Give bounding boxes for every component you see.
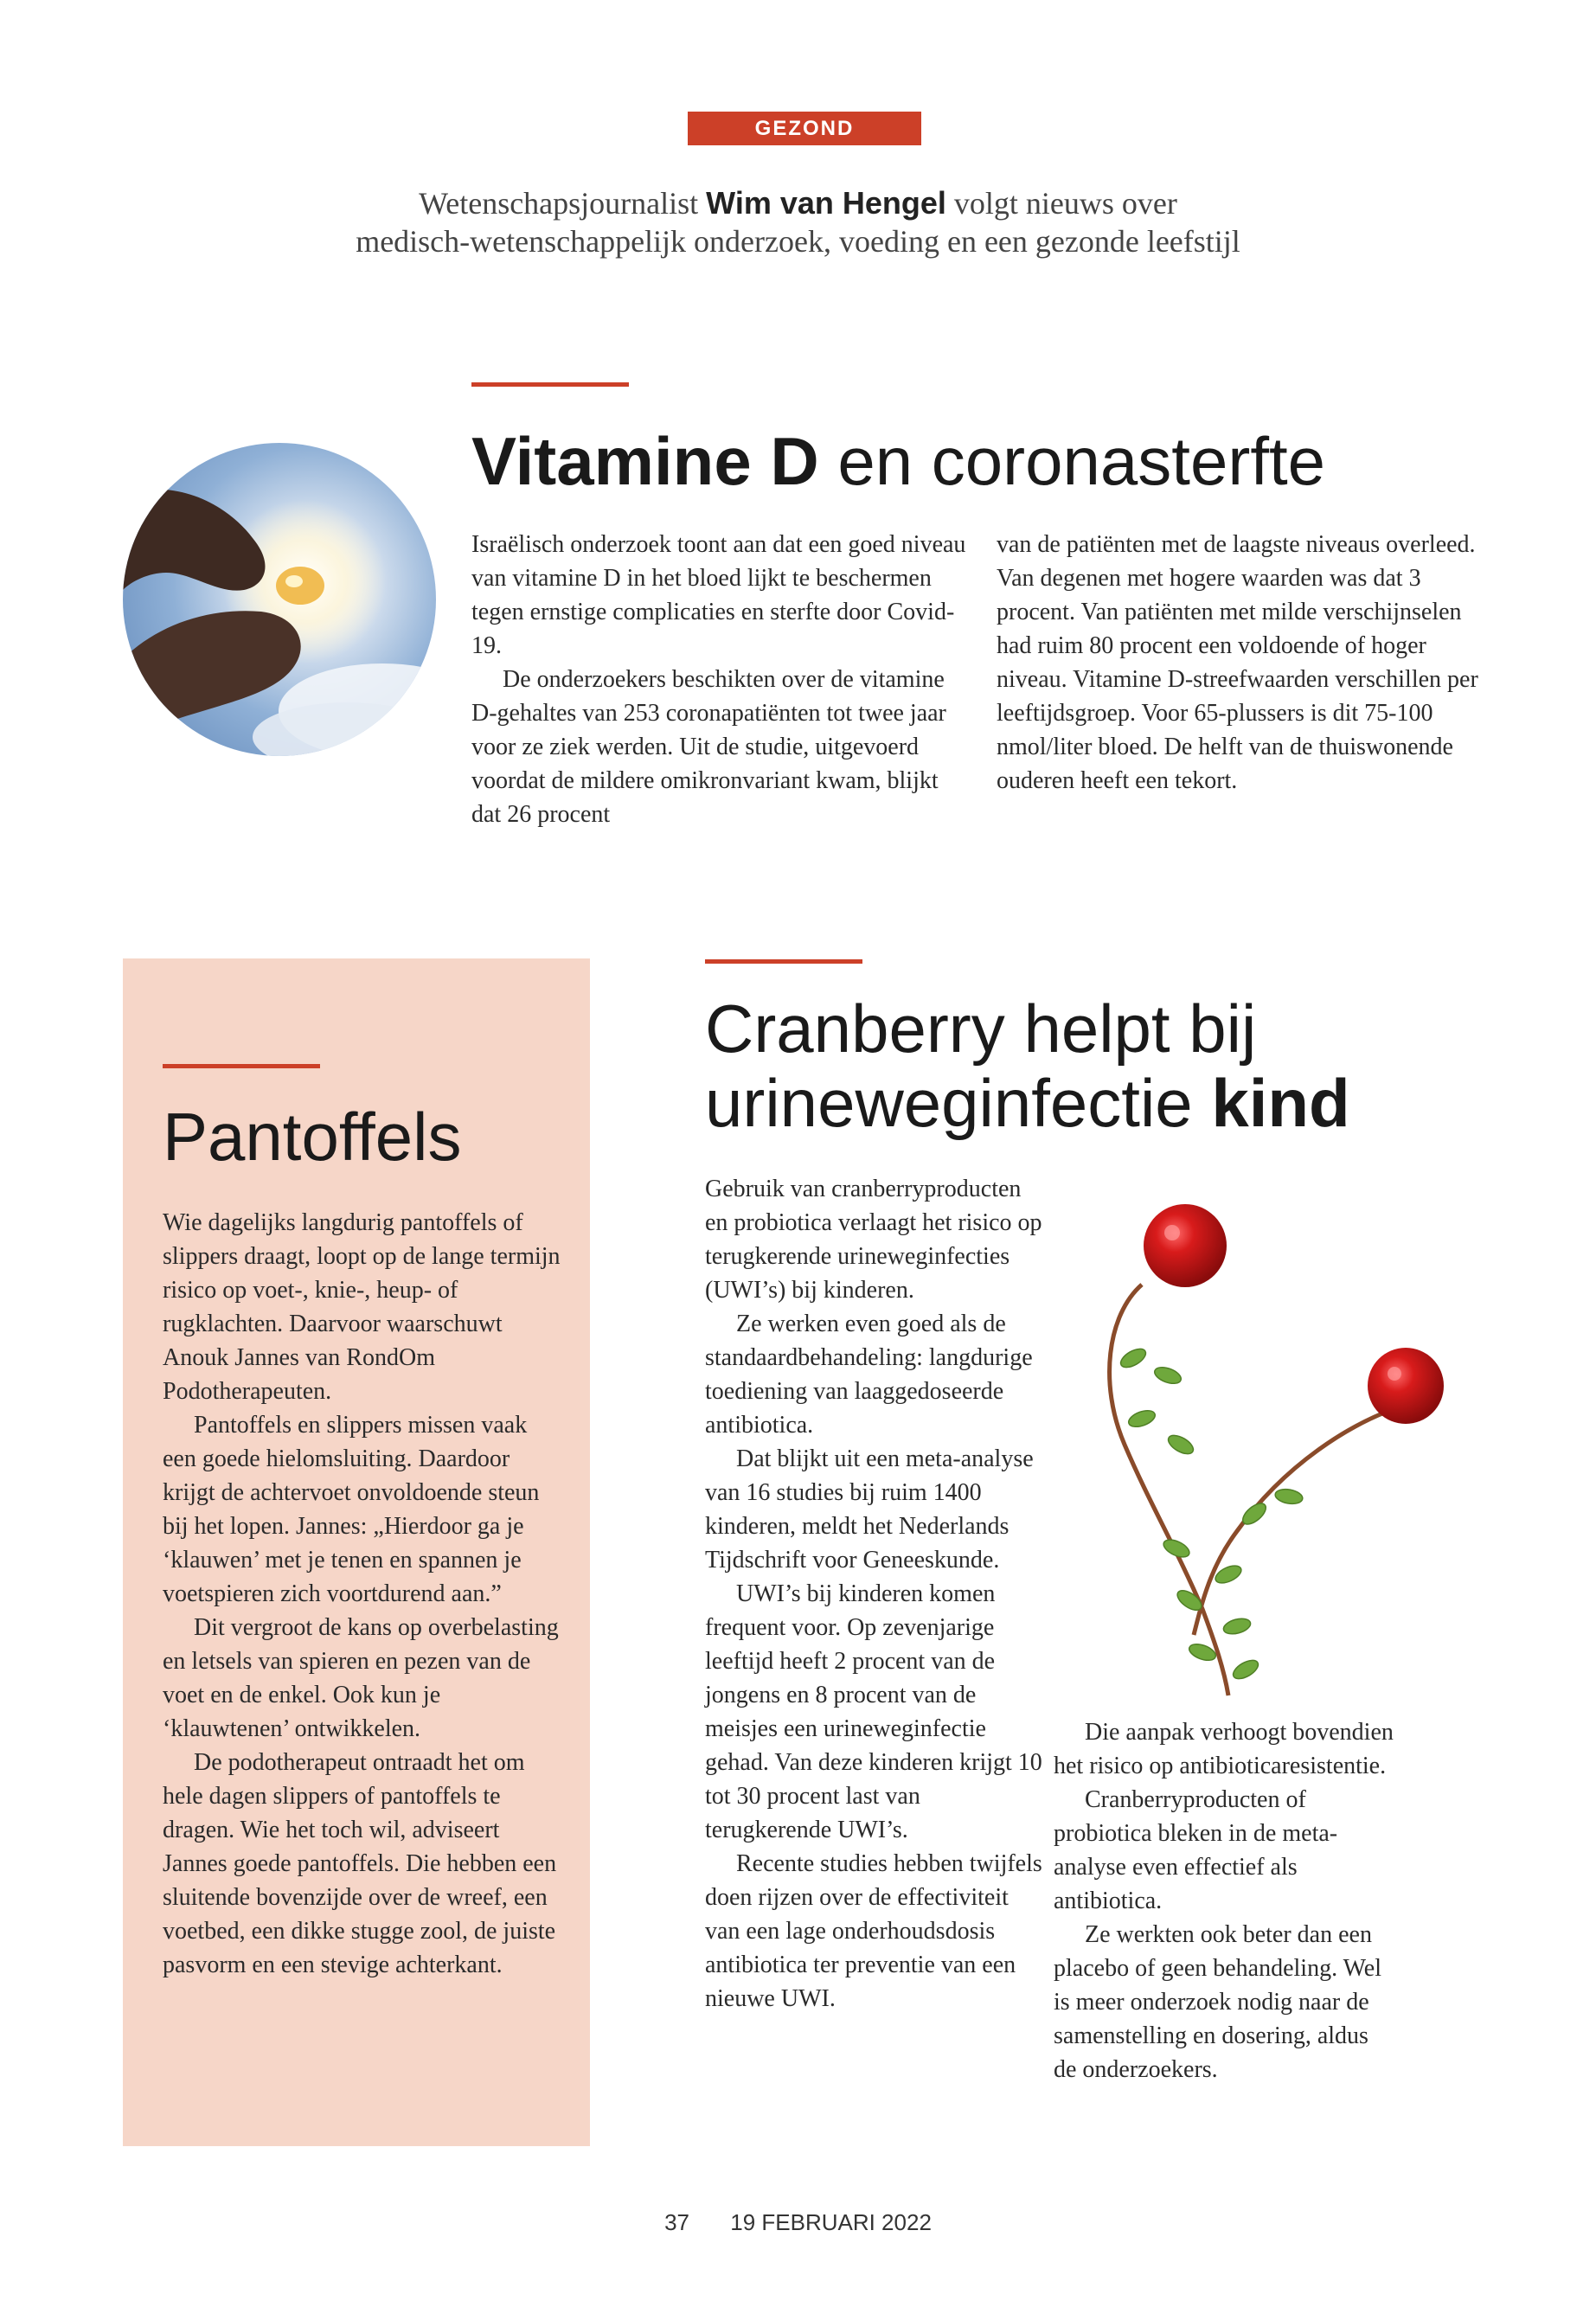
cranberry-paragraph: Cranberryproducten of probiotica bleken in de meta-analyse even effectief als antibiotica.	[1054, 1786, 1338, 1914]
cranberry-paragraph: Die aanpak verhoogt bovendien het risico op antibioticaresistentie.	[1054, 1719, 1394, 1779]
vitamine-column-1	[471, 528, 969, 831]
pantoffels-body	[163, 1206, 565, 1982]
intro-line2: medisch-wetenschappelijk onderzoek, voeding en een gezonde leefstijl	[356, 224, 1240, 259]
cranberry-title-line1: Cranberry helpt bij	[705, 990, 1257, 1067]
intro-text-post: volgt nieuws over	[945, 186, 1177, 221]
vitamine-title-bold: Vitamine D	[471, 423, 819, 499]
cranberry-title-rule	[705, 959, 862, 964]
vitamine-title-rest: en coronasterfte	[818, 423, 1326, 499]
vitamine-paragraph: De onderzoekers beschikten over de vitamine D-gehaltes van 253 coronapatiënten tot twee jaar voor ze ziek werden. Uit de studie, uitgevoerd voordat de mildere omikronvariant kwam, blijkt dat 26 procent	[471, 666, 946, 828]
cranberry-paragraph: UWI’s bij kinderen komen frequent voor. Op zevenjarige leeftijd heeft 2 procent van de jongens en 8 procent van de meisjes een urineweginfectie gehad. Van deze kinderen krijgt 10 tot 30 procent last van terugkerende UWI’s.	[705, 1580, 1042, 1843]
vitamine-paragraph: van de patiënten met de laagste niveaus overleed. Van degenen met hogere waarden was dat 3 procent. Van patiënten met milde verschijnselen had ruim 80 procent een voldoende of hoger niveau. Vitamine D-streefwaarden verschillen per leeftijdsgroep. Voor 65-plussers is dit 75-100 nmol/liter bloed. De helft van de thuiswonende ouderen heeft een tekort.	[997, 531, 1478, 794]
cranberry-paragraph: Recente studies hebben twijfels doen rijzen over de effectiviteit van een lage onderhoudsdosis antibiotica ter preventie van een nieuwe UWI.	[705, 1850, 1042, 2012]
page-footer	[0, 2209, 1596, 2236]
cranberry-paragraph: Gebruik van cranberryproducten en probiotica verlaagt het risico op terugkerende urineweginfecties (UWI’s) bij kinderen.	[705, 1176, 1042, 1304]
cranberry-sprig-photo	[1073, 1185, 1453, 1704]
author-name: Wim van Hengel	[706, 185, 946, 221]
issue-date: 19 FEBRUARI 2022	[730, 2209, 932, 2235]
pantoffels-paragraph: Pantoffels en slippers missen vaak een goede hielomsluiting. Daardoor krijgt de achtervoet onvoldoende steun bij het lopen. Jannes: „Hierdoor ga je ‘klauwen’ met je tenen en spannen je voetspieren zich voortdurend aan.”	[163, 1412, 540, 1607]
page-number: 37	[664, 2209, 689, 2235]
cranberry-title-bold: kind	[1211, 1065, 1350, 1141]
cranberry-column-2	[1054, 1715, 1395, 2086]
pantoffels-paragraph: Wie dagelijks langdurig pantoffels of slippers draagt, loopt op de lange termijn risico op voet-, knie-, heup- of rugklachten. Daarvoor waarschuwt Anouk Jannes van RondOm Podotherapeuten.	[163, 1209, 561, 1405]
intro-text: Wetenschapsjournalist	[419, 186, 707, 221]
category-label: GEZOND	[688, 112, 921, 145]
vitamine-paragraph: Israëlisch onderzoek toont aan dat een goed niveau van vitamine D in het bloed lijkt te beschermen tegen ernstige complicaties en sterfte door Covid-19.	[471, 531, 966, 659]
column-intro	[260, 184, 1336, 260]
vitamin-capsule-photo	[123, 443, 436, 756]
cranberry-paragraph: Ze werken even goed als de standaardbehandeling: langdurige toediening van laaggedoseerde antibiotica.	[705, 1311, 1033, 1439]
pantoffels-title: Pantoffels	[163, 1099, 462, 1175]
cranberry-paragraph: Ze werkten ook beter dan een placebo of geen behandeling. Wel is meer onderzoek nodig naar de samenstelling en dosering, aldus de onderzoekers.	[1054, 1921, 1381, 2083]
vitamine-column-2	[997, 528, 1494, 798]
vitamine-title	[471, 421, 1325, 501]
vitamine-title-rule	[471, 382, 629, 387]
pantoffels-paragraph: De podotherapeut ontraadt het om hele dagen slippers of pantoffels te dragen. Wie het toch wil, adviseert Jannes goede pantoffels. Die hebben een sluitende bovenzijde over de wreef, een voetbed, een dikke stugge zool, de juiste pasvorm en een stevige achterkant.	[163, 1749, 557, 1978]
cranberry-column-1	[705, 1172, 1047, 2016]
pantoffels-paragraph: Dit vergroot de kans op overbelasting en letsels van spieren en pezen van de voet en de enkel. Ook kun je ‘klauwtenen’ ontwikkelen.	[163, 1614, 559, 1742]
pantoffels-title-rule	[163, 1064, 320, 1068]
cranberry-title	[705, 991, 1484, 1140]
cranberry-paragraph: Dat blijkt uit een meta-analyse van 16 studies bij ruim 1400 kinderen, meldt het Nederlands Tijdschrift voor Geneeskunde.	[705, 1445, 1034, 1574]
cranberry-title-line2: urineweginfectie	[705, 1065, 1212, 1141]
